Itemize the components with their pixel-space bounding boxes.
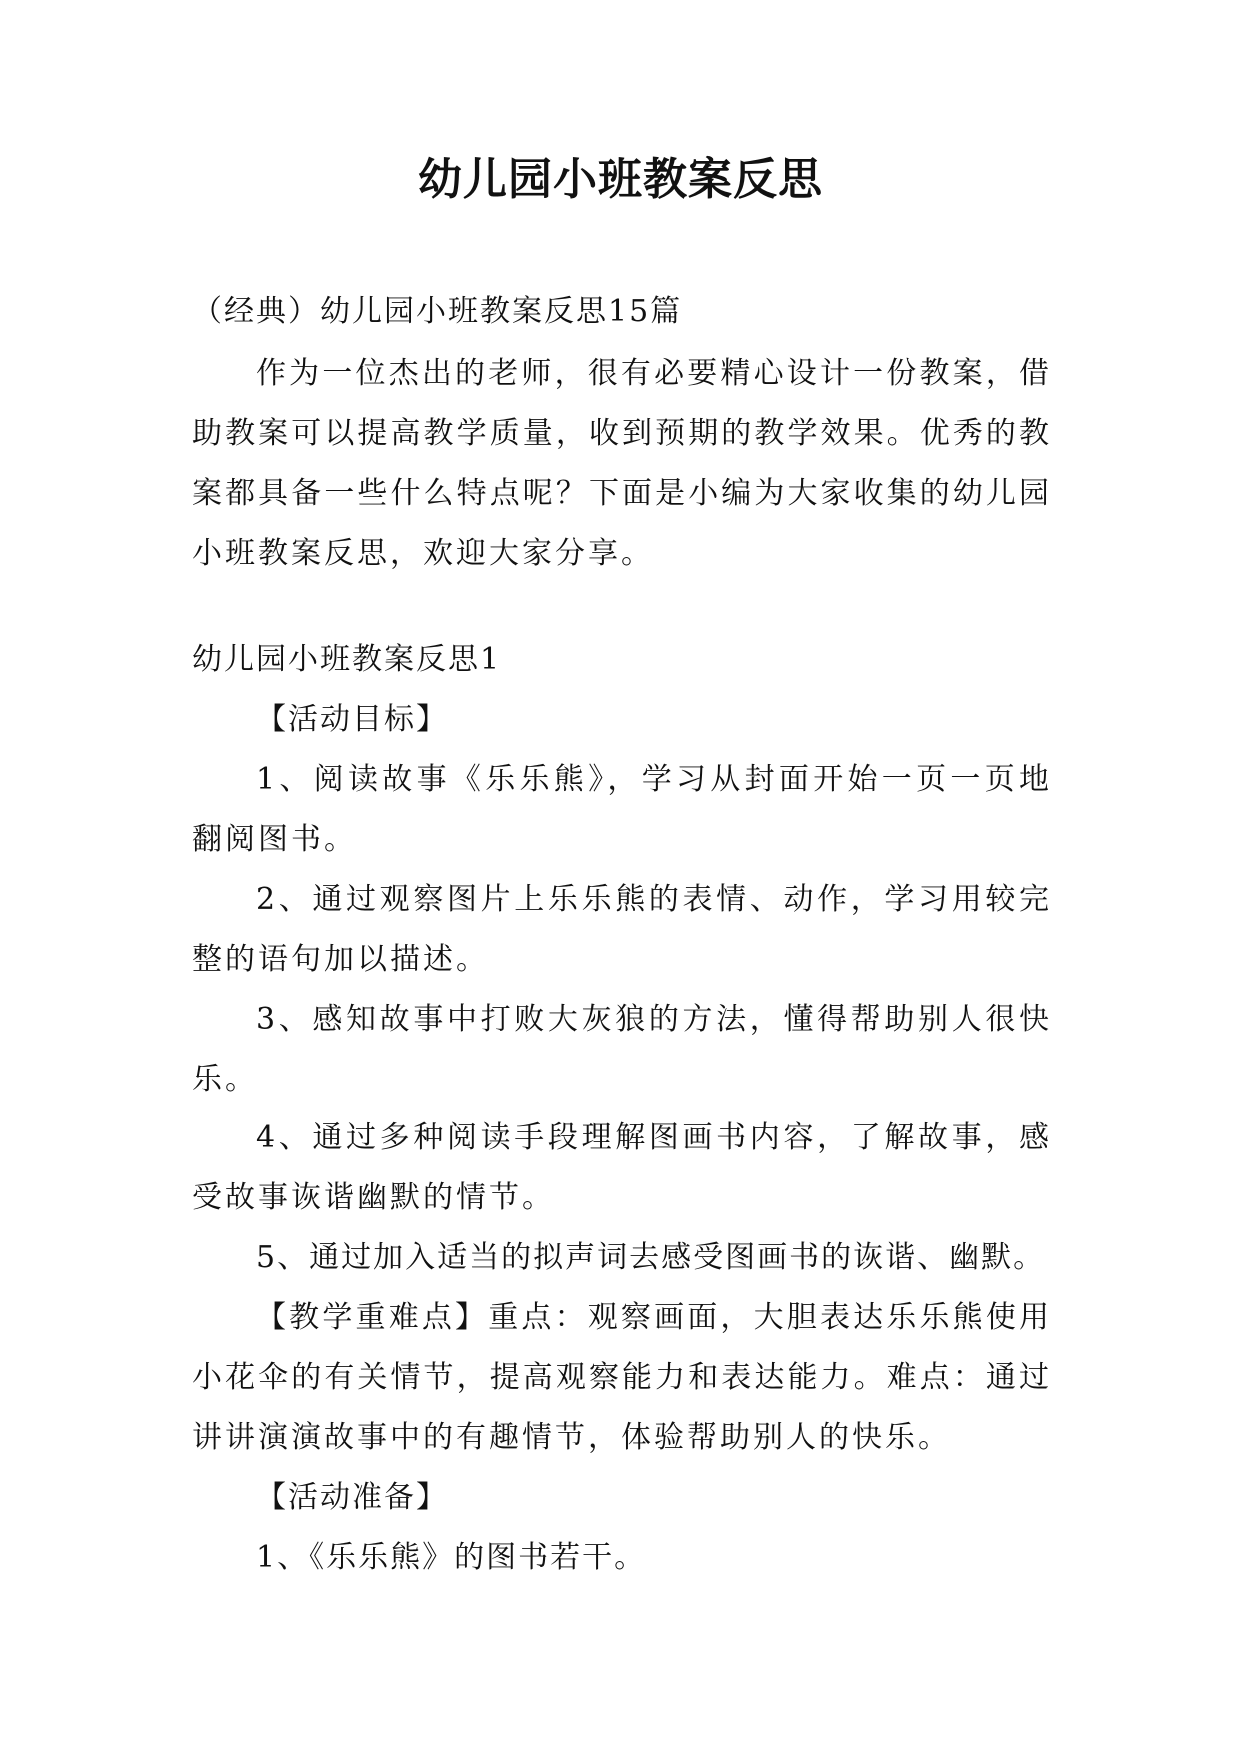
key-points-paragraph: 【教学重难点】重点：观察画面，大胆表达乐乐熊使用小花伞的有关情节，提高观察能力和表达能力。难点：通过讲讲演演故事中的有趣情节，体验帮助别人的快乐。 [192, 1300, 1052, 1455]
page-title: 幼儿园小班教案反思 [418, 154, 823, 205]
goals-heading: 【活动目标】 [256, 702, 448, 737]
section-heading: 幼儿园小班教案反思1 [192, 642, 502, 677]
intro-paragraph: 作为一位杰出的老师，很有必要精心设计一份教案，借助教案可以提高教学质量，收到预期的教学效果。优秀的教案都具备一些什么特点呢？下面是小编为大家收集的幼儿园小班教案反思，欢迎大家分享。 [192, 356, 1052, 571]
prep-heading: 【活动准备】 [256, 1480, 448, 1515]
goal-item-4: 4、通过多种阅读手段理解图画书内容，了解故事，感受故事诙谐幽默的情节。 [192, 1120, 1052, 1215]
goal-item-3: 3、感知故事中打败大灰狼的方法，懂得帮助别人很快乐。 [192, 1002, 1052, 1097]
document-subtitle: （经典）幼儿园小班教案反思15篇 [192, 294, 683, 329]
prep-item-1: 1、《乐乐熊》的图书若干。 [256, 1540, 647, 1575]
goal-item-1: 1、阅读故事《乐乐熊》，学习从封面开始一页一页地翻阅图书。 [192, 762, 1052, 857]
goal-item-5: 5、通过加入适当的拟声词去感受图画书的诙谐、幽默。 [256, 1240, 1046, 1275]
goal-item-2: 2、通过观察图片上乐乐熊的表情、动作，学习用较完整的语句加以描述。 [192, 882, 1052, 977]
